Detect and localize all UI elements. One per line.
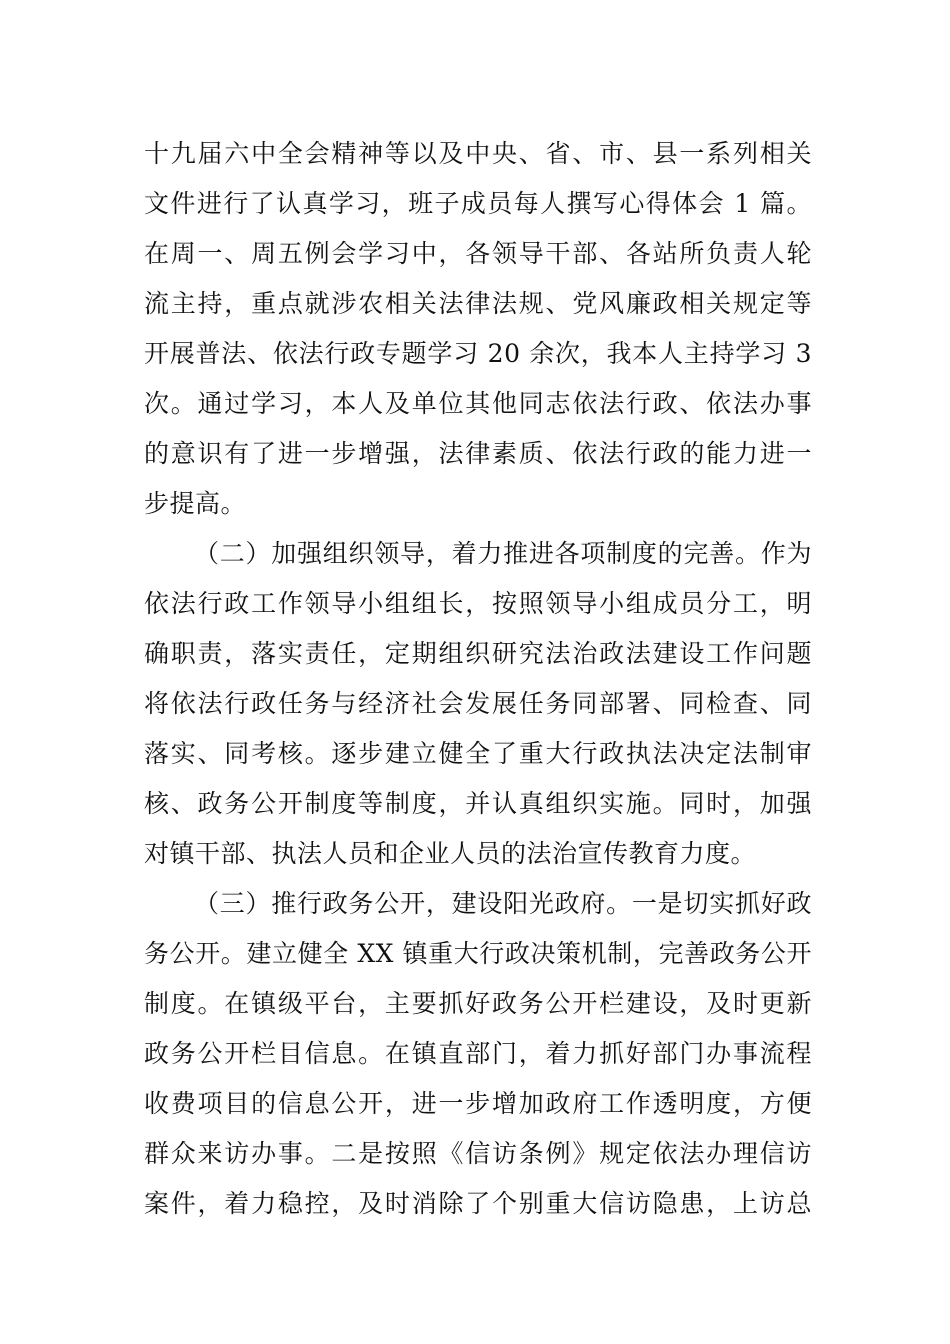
text-line: 群众来访办事。二是按照《信访条例》规定依法办理信访 bbox=[144, 1139, 812, 1168]
text-line: 开展普法、依法行政专题学习 20 余次，我本人主持学习 3 bbox=[144, 339, 812, 368]
paragraph-heading-line: （三）推行政务公开，建设阳光政府。一是切实抓好政 bbox=[194, 889, 812, 918]
paragraph-heading-line: （二）加强组织领导，着力推进各项制度的完善。作为 bbox=[194, 539, 812, 568]
text-line: 将依法行政任务与经济社会发展任务同部署、同检查、同 bbox=[144, 689, 812, 718]
text-line: 确职责，落实责任，定期组织研究法治政法建设工作问题 bbox=[144, 639, 812, 668]
text-line: 核、政务公开制度等制度，并认真组织实施。同时，加强 bbox=[144, 789, 812, 818]
text-line: 文件进行了认真学习，班子成员每人撰写心得体会 1 篇。 bbox=[144, 189, 812, 218]
text-line: 在周一、周五例会学习中，各领导干部、各站所负责人轮 bbox=[144, 239, 812, 268]
text-line: 对镇干部、执法人员和企业人员的法治宣传教育力度。 bbox=[144, 839, 757, 868]
text-line: 的意识有了进一步增强，法律素质、依法行政的能力进一 bbox=[144, 439, 812, 468]
text-line: 政务公开栏目信息。在镇直部门，着力抓好部门办事流程 bbox=[144, 1039, 812, 1068]
text-line: 案件，着力稳控，及时消除了个别重大信访隐患，上访总 bbox=[144, 1189, 812, 1218]
text-line: 步提高。 bbox=[144, 489, 247, 518]
text-line: 依法行政工作领导小组组长，按照领导小组成员分工，明 bbox=[144, 589, 812, 618]
text-line: 落实、同考核。逐步建立健全了重大行政执法决定法制审 bbox=[144, 739, 812, 768]
text-line: 十九届六中全会精神等以及中央、省、市、县一系列相关 bbox=[144, 139, 812, 168]
text-line: 务公开。建立健全 XX 镇重大行政决策机制，完善政务公开 bbox=[144, 939, 812, 968]
text-line: 收费项目的信息公开，进一步增加政府工作透明度，方便 bbox=[144, 1089, 812, 1118]
text-line: 制度。在镇级平台，主要抓好政务公开栏建设，及时更新 bbox=[144, 989, 812, 1018]
text-line: 流主持，重点就涉农相关法律法规、党风廉政相关规定等 bbox=[144, 289, 812, 318]
text-line: 次。通过学习，本人及单位其他同志依法行政、依法办事 bbox=[144, 389, 812, 418]
